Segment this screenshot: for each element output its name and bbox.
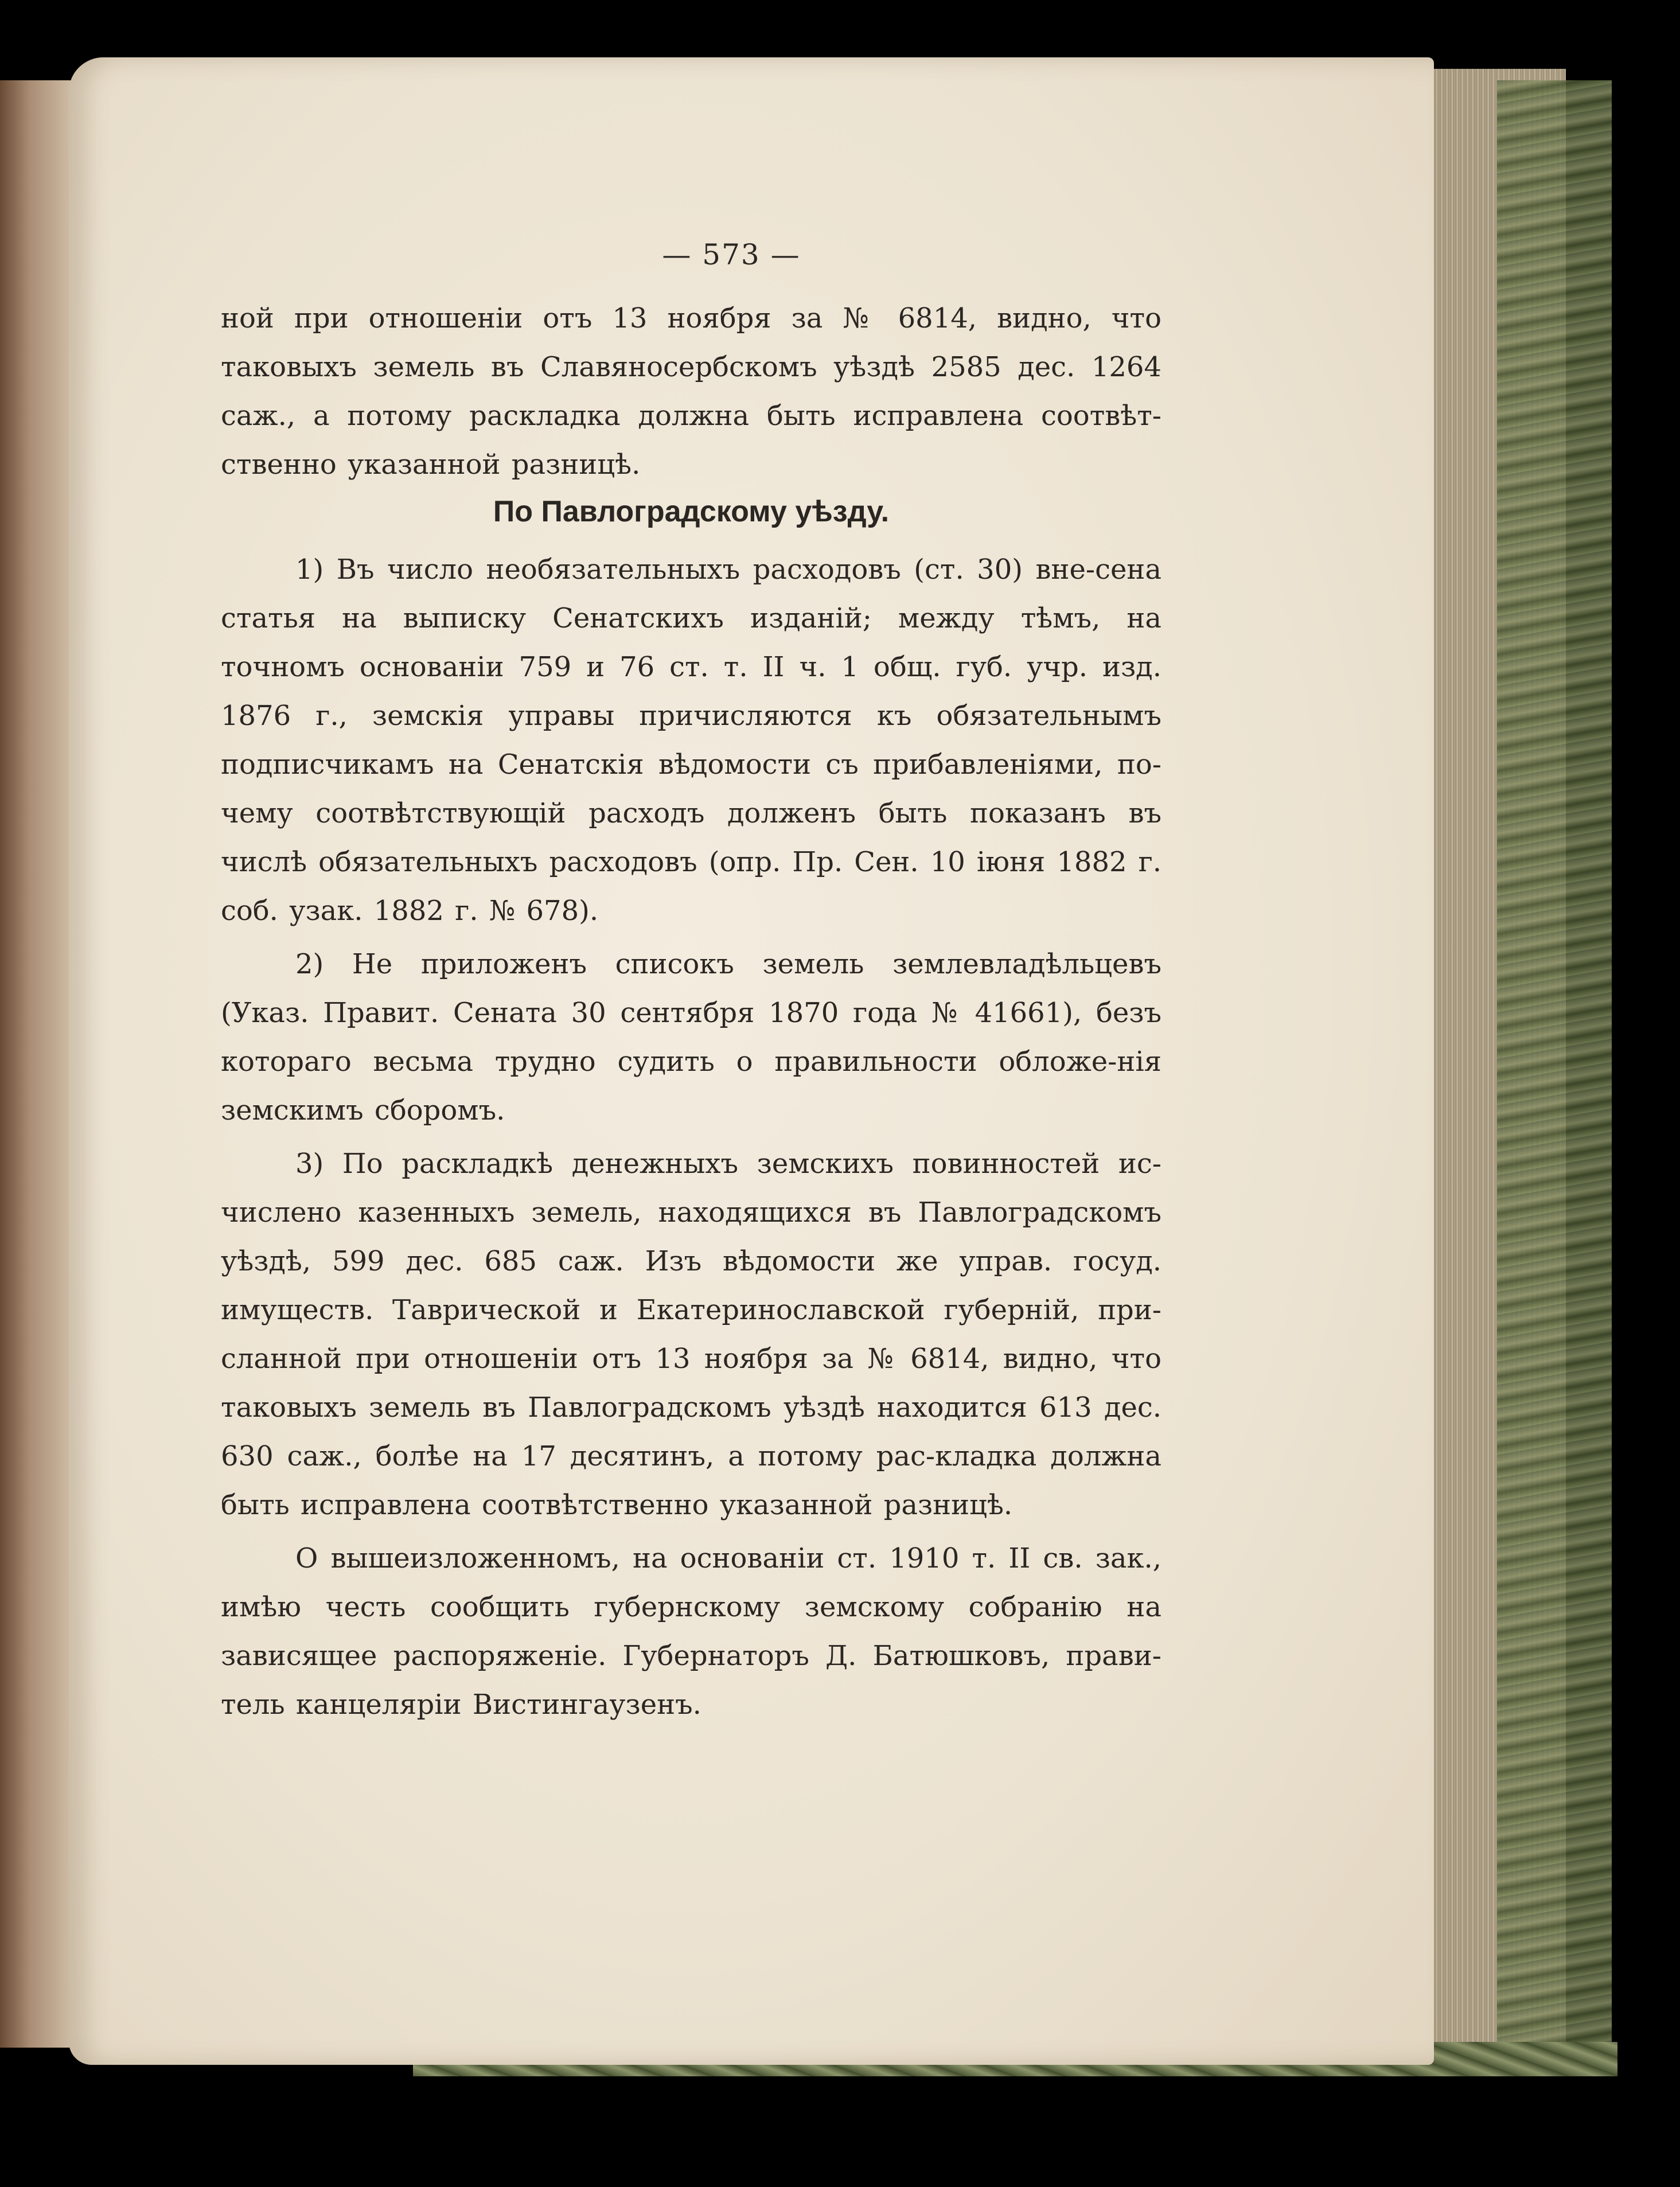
page-text: [221, 238, 1161, 1729]
closing-paragraph: О вышеизложенномъ, на основаніи ст. 1910 т. II св. зак., имѣю честь сообщить губернскому земскому собранію на зависящее распоряженіе. Губернаторъ Д. Батюшковъ, прави-тель канцеляріи Вистингаузенъ.: [221, 1542, 1161, 1721]
item-2: 2) Не приложенъ списокъ земель землевладѣльцевъ (Указ. Правит. Сената 30 сентября 1870 года № 41661), безъ котораго весьма трудно судить о правильности обложе-нія земскимъ сборомъ.: [221, 948, 1161, 1126]
paragraph-continued: ной при отношеніи отъ 13 ноября за № 6814, видно, что таковыхъ земель въ Славяносербскомъ уѣздѣ 2585 дес. 1264 саж., а потому раскладка должна быть исправлена соотвѣт-ственно указанной разницѣ.: [221, 302, 1161, 481]
section-heading: По Павлоградскому уѣзду.: [493, 495, 890, 528]
item-3: 3) По раскладкѣ денежныхъ земскихъ повинностей ис-числено казенныхъ земель, находящихся въ Павлоградскомъ уѣздѣ, 599 дес. 685 саж. Изъ вѣдомости же управ. госуд. имуществ. Таврической и Екатеринославской губерній, при-сланной при отношеніи отъ 13 ноября за № 6814, видно, что таковыхъ земель въ Павлоградскомъ уѣздѣ находится 613 дес. 630 саж., болѣе на 17 десятинъ, а потому рас-кладка должна быть исправлена соотвѣтственно указанной разницѣ.: [221, 1148, 1161, 1521]
page-number: — 573 —: [662, 238, 801, 271]
item-1: 1) Въ число необязательныхъ расходовъ (ст. 30) вне-сена статья на выписку Сенатскихъ изданій; между тѣмъ, на точномъ основаніи 759 и 76 ст. т. II ч. 1 общ. губ. учр. изд. 1876 г., земскія управы причисляются къ обязательнымъ подписчикамъ на Сенатскія вѣдомости съ прибавленіями, по-чему соотвѣтствующій расходъ долженъ быть показанъ въ числѣ обязательныхъ расходовъ (опр. Пр. Сен. 10 іюня 1882 г. соб. узак. 1882 г. № 678).: [221, 553, 1161, 927]
book-cover: [1497, 80, 1612, 2065]
